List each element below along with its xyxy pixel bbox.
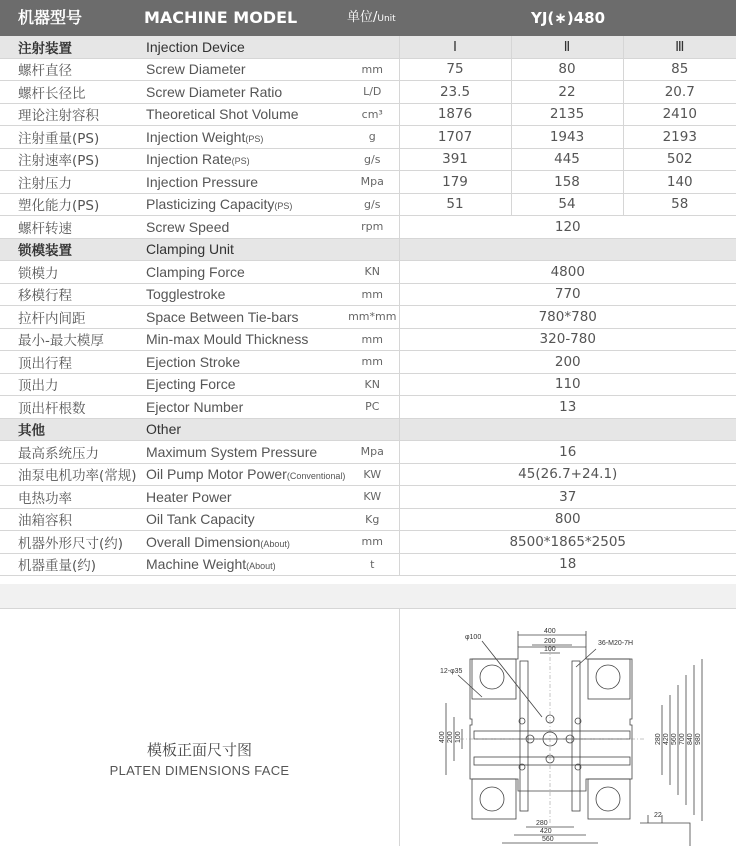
row-value: 37 xyxy=(399,486,736,509)
spec-row xyxy=(0,103,736,126)
row-label-cn: 最高系统压力 xyxy=(0,441,143,464)
row-value: 8500*1865*2505 xyxy=(399,531,736,554)
row-label-en xyxy=(143,328,346,351)
row-label-en xyxy=(143,306,346,329)
row-value: 51 xyxy=(399,193,511,216)
header-model-en: MACHINE MODEL xyxy=(144,8,298,27)
dim-label: 200 xyxy=(544,638,556,645)
row-label-en-text: Oil Tank Capacity xyxy=(146,511,255,528)
spec-row xyxy=(0,148,736,171)
row-label-cn: 拉杆内间距 xyxy=(0,306,143,329)
row-value: 1707 xyxy=(399,126,511,149)
row-unit: L/D xyxy=(346,81,399,104)
header-unit-en: Unit xyxy=(377,14,396,24)
row-label-cn: 螺杆直径 xyxy=(0,58,143,81)
row-label-en-text: Injection Rate xyxy=(146,151,232,168)
row-value: 22 xyxy=(511,81,623,104)
row-unit: mm xyxy=(346,328,399,351)
row-label-en-text: Togglestroke xyxy=(146,286,226,303)
row-unit: Mpa xyxy=(346,441,399,464)
row-label-cn: 电热功率 xyxy=(0,486,143,509)
row-label-en xyxy=(143,508,346,531)
row-value-empty xyxy=(399,418,736,441)
row-label-en-text: Oil Pump Motor Power xyxy=(146,466,287,483)
row-value: 780*780 xyxy=(399,306,736,329)
dim-label: 980 xyxy=(695,733,702,745)
row-label-en-note: (Conventional) xyxy=(286,471,346,482)
tie-bar-boss xyxy=(588,779,630,819)
row-value: 445 xyxy=(511,148,623,171)
row-value: 18 xyxy=(399,553,736,576)
row-unit: mm xyxy=(346,58,399,81)
row-unit xyxy=(346,238,399,261)
dim-label: 700 xyxy=(679,733,686,745)
spec-row xyxy=(0,531,736,554)
row-unit: mm xyxy=(346,283,399,306)
row-label-cn: 顶出力 xyxy=(0,373,143,396)
row-label-en-note: (PS) xyxy=(274,201,293,212)
spec-row xyxy=(0,328,736,351)
row-label-cn: 油泵电机功率(常规) xyxy=(0,463,143,486)
row-label-cn: 机器外形尺寸(约) xyxy=(0,531,143,554)
row-unit xyxy=(346,418,399,441)
row-label-cn: 其他 xyxy=(0,418,143,441)
dim-label: 100 xyxy=(544,646,556,653)
header-model-cn: 机器型号 xyxy=(18,8,83,27)
spec-row xyxy=(0,441,736,464)
spec-row xyxy=(0,486,736,509)
row-label-en xyxy=(143,351,346,374)
row-label-en xyxy=(143,238,346,261)
row-value: Ⅱ xyxy=(511,36,623,58)
platen-outline xyxy=(470,647,632,791)
row-unit: PC xyxy=(346,396,399,419)
row-label-en xyxy=(143,148,346,171)
dim-label: 840 xyxy=(687,733,694,745)
spec-row xyxy=(0,351,736,374)
spec-row xyxy=(0,396,736,419)
row-value: 770 xyxy=(399,283,736,306)
row-value: 502 xyxy=(623,148,736,171)
spec-table xyxy=(0,36,736,576)
row-unit: mm xyxy=(346,351,399,374)
dim-label: 12-φ35 xyxy=(440,668,463,675)
row-label-en xyxy=(143,486,346,509)
row-label-en xyxy=(143,126,346,149)
row-unit: t xyxy=(346,553,399,576)
spec-row xyxy=(0,463,736,486)
header-unit xyxy=(347,0,396,37)
row-value: 4800 xyxy=(399,261,736,284)
row-label-en-text: Maximum System Pressure xyxy=(146,443,318,460)
table-header xyxy=(0,0,736,36)
row-label-en-note: (About) xyxy=(260,538,290,549)
section-row xyxy=(0,238,736,261)
row-value: Ⅰ xyxy=(399,36,511,58)
platen-drawing xyxy=(400,609,736,846)
row-label-en xyxy=(143,373,346,396)
dim-label: 420 xyxy=(663,733,670,745)
row-value: 140 xyxy=(623,171,736,194)
tie-bar-hole xyxy=(596,787,620,811)
row-unit: KW xyxy=(346,463,399,486)
detail-view xyxy=(640,815,690,846)
row-label-cn: 注射重量(PS) xyxy=(0,126,143,149)
row-value-empty xyxy=(399,238,736,261)
dim-label: 560 xyxy=(542,836,554,843)
spec-row xyxy=(0,373,736,396)
row-unit: rpm xyxy=(346,216,399,239)
row-value: 13 xyxy=(399,396,736,419)
spec-row xyxy=(0,306,736,329)
spec-row xyxy=(0,508,736,531)
platen-caption-cn: 模板正面尺寸图 xyxy=(146,741,252,759)
row-label-cn: 油箱容积 xyxy=(0,508,143,531)
row-value: Ⅲ xyxy=(623,36,736,58)
row-label-en xyxy=(143,36,346,58)
row-unit xyxy=(346,36,399,58)
tie-bar-hole xyxy=(480,787,504,811)
row-unit: g xyxy=(346,126,399,149)
row-label-cn: 机器重量(约) xyxy=(0,553,143,576)
section-gap xyxy=(0,584,736,608)
row-label-en xyxy=(143,171,346,194)
row-label-cn: 注射装置 xyxy=(0,36,143,58)
row-label-cn: 理论注射容积 xyxy=(0,103,143,126)
row-value: 2135 xyxy=(511,103,623,126)
platen-diagram xyxy=(400,609,736,846)
spec-row xyxy=(0,81,736,104)
row-value: 75 xyxy=(399,58,511,81)
row-unit: g/s xyxy=(346,148,399,171)
row-value: 800 xyxy=(399,508,736,531)
dim-label: 280 xyxy=(536,820,548,827)
tie-bar-hole xyxy=(596,665,620,689)
row-label-en-text: Ejector Number xyxy=(146,398,244,415)
row-unit: cm³ xyxy=(346,103,399,126)
dim-label: 22 xyxy=(654,812,662,819)
row-label-cn: 最小-最大模厚 xyxy=(0,328,143,351)
row-value: 391 xyxy=(399,148,511,171)
row-label-en-text: Overall Dimension xyxy=(146,533,261,550)
row-label-en-text: Other xyxy=(146,421,182,438)
spec-row xyxy=(0,261,736,284)
row-label-cn: 顶出行程 xyxy=(0,351,143,374)
row-label-en-text: Clamping Force xyxy=(146,263,245,280)
header-unit-cn: 单位/ xyxy=(347,10,378,25)
platen-caption-panel xyxy=(0,609,400,846)
row-value: 120 xyxy=(399,216,736,239)
row-value: 20.7 xyxy=(623,81,736,104)
dim-label: 560 xyxy=(671,733,678,745)
row-value: 158 xyxy=(511,171,623,194)
slot xyxy=(474,757,630,765)
platen-caption-en: PLATEN DIMENSIONS FACE xyxy=(109,763,290,778)
row-label-cn: 锁模装置 xyxy=(0,238,143,261)
row-label-en xyxy=(143,396,346,419)
row-value: 58 xyxy=(623,193,736,216)
row-value: 110 xyxy=(399,373,736,396)
row-label-en xyxy=(143,553,346,576)
header-model-number: YJ(∗)480 xyxy=(530,9,606,27)
row-value: 1876 xyxy=(399,103,511,126)
dim-label: 280 xyxy=(655,733,662,745)
row-value: 54 xyxy=(511,193,623,216)
row-label-en-text: Injection Device xyxy=(146,38,245,55)
row-label-en-text: Plasticizing Capacity xyxy=(146,196,275,213)
row-label-en xyxy=(143,463,346,486)
row-value: 16 xyxy=(399,441,736,464)
row-label-en xyxy=(143,261,346,284)
row-unit: KN xyxy=(346,373,399,396)
spec-row xyxy=(0,193,736,216)
section-row xyxy=(0,36,736,58)
row-value: 23.5 xyxy=(399,81,511,104)
row-label-en xyxy=(143,103,346,126)
row-unit: KN xyxy=(346,261,399,284)
row-label-cn: 移模行程 xyxy=(0,283,143,306)
dim-label: 200 xyxy=(447,731,454,743)
spec-row xyxy=(0,171,736,194)
row-label-cn: 螺杆转速 xyxy=(0,216,143,239)
row-label-en xyxy=(143,58,346,81)
row-label-cn: 螺杆长径比 xyxy=(0,81,143,104)
row-label-en-text: Space Between Tie-bars xyxy=(146,308,299,325)
row-unit: KW xyxy=(346,486,399,509)
spec-row xyxy=(0,283,736,306)
row-label-en-text: Screw Speed xyxy=(146,218,230,235)
row-label-en-note: (About) xyxy=(246,561,276,572)
row-label-en xyxy=(143,193,346,216)
row-label-en-text: Ejecting Force xyxy=(146,376,236,393)
row-label-en xyxy=(143,216,346,239)
row-label-cn: 顶出杆根数 xyxy=(0,396,143,419)
row-label-cn: 注射速率(PS) xyxy=(0,148,143,171)
row-label-en xyxy=(143,441,346,464)
row-label-en-text: Injection Pressure xyxy=(146,173,259,190)
row-label-en xyxy=(143,418,346,441)
tie-bar-boss xyxy=(472,779,516,819)
row-unit: mm xyxy=(346,531,399,554)
row-unit: mm*mm xyxy=(346,306,399,329)
row-label-en-text: Min-max Mould Thickness xyxy=(146,331,309,348)
row-unit: g/s xyxy=(346,193,399,216)
dim-label: 100 xyxy=(455,731,462,743)
row-label-en-text: Heater Power xyxy=(146,488,232,505)
row-label-en-note: (PS) xyxy=(245,133,264,144)
row-value: 2193 xyxy=(623,126,736,149)
row-value: 45(26.7+24.1) xyxy=(399,463,736,486)
row-value: 200 xyxy=(399,351,736,374)
row-label-en-text: Screw Diameter xyxy=(146,61,246,78)
spec-row xyxy=(0,553,736,576)
row-label-en-text: Machine Weight xyxy=(146,556,247,573)
platen-section xyxy=(0,608,736,846)
row-label-en-text: Screw Diameter Ratio xyxy=(146,83,283,100)
row-label-cn: 锁模力 xyxy=(0,261,143,284)
row-label-en-text: Clamping Unit xyxy=(146,241,234,258)
spec-row xyxy=(0,216,736,239)
row-unit: Mpa xyxy=(346,171,399,194)
tie-bar-hole xyxy=(480,665,504,689)
row-value: 1943 xyxy=(511,126,623,149)
dim-label: 400 xyxy=(544,628,556,635)
section-row xyxy=(0,418,736,441)
row-value: 320-780 xyxy=(399,328,736,351)
row-unit: Kg xyxy=(346,508,399,531)
dim-label: φ100 xyxy=(465,634,482,641)
row-label-en xyxy=(143,531,346,554)
row-value: 80 xyxy=(511,58,623,81)
spec-row xyxy=(0,126,736,149)
row-label-cn: 注射压力 xyxy=(0,171,143,194)
spec-row xyxy=(0,58,736,81)
dim-label: 36-M20-7H xyxy=(598,640,634,647)
dim-label: 420 xyxy=(540,828,552,835)
row-value: 2410 xyxy=(623,103,736,126)
row-label-cn: 塑化能力(PS) xyxy=(0,193,143,216)
dim-label: 400 xyxy=(439,731,446,743)
row-label-en-text: Ejection Stroke xyxy=(146,353,241,370)
row-label-en-text: Theoretical Shot Volume xyxy=(146,106,299,123)
row-value: 85 xyxy=(623,58,736,81)
row-label-en-text: Injection Weight xyxy=(146,128,246,145)
row-value: 179 xyxy=(399,171,511,194)
row-label-en-note: (PS) xyxy=(231,156,250,167)
row-label-en xyxy=(143,81,346,104)
row-label-en xyxy=(143,283,346,306)
